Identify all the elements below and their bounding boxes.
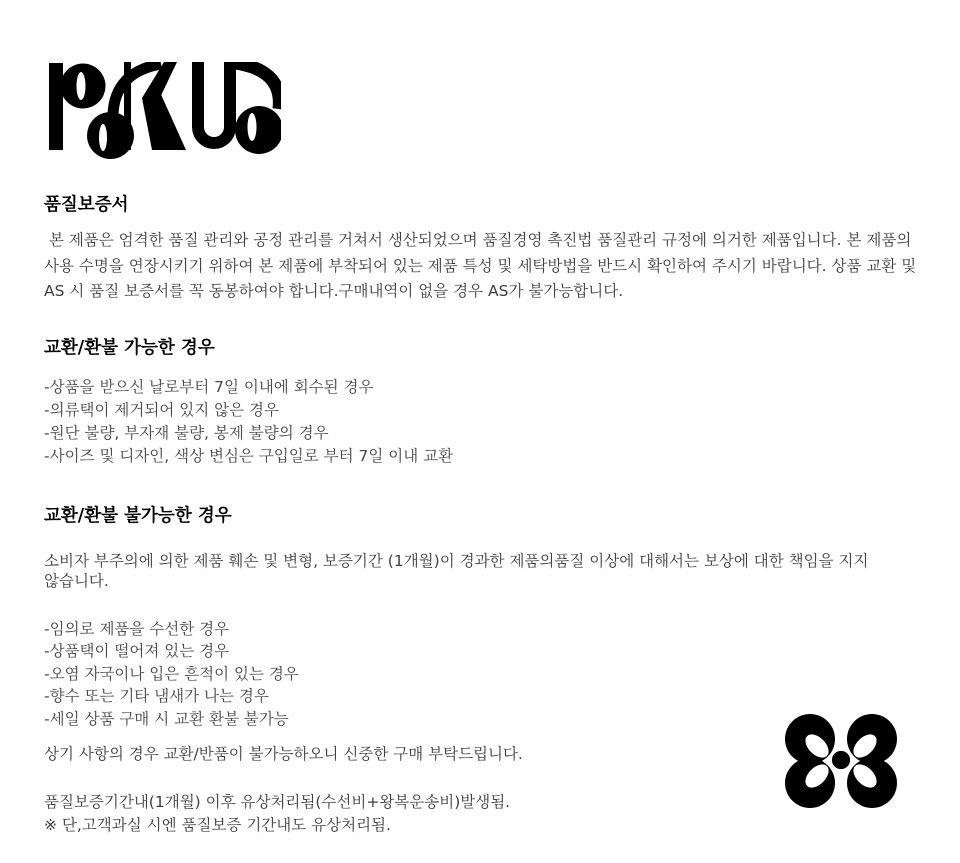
list-item: -상품을 받으신 날로부터 7일 이내에 회수된 경우 bbox=[44, 377, 374, 396]
fee-note-line: 품질보증기간내(1개월) 이후 유상처리됨(수선비+왕복운송비)발생됨. bbox=[44, 793, 511, 811]
butterfly-icon bbox=[783, 714, 899, 809]
exchange-possible-list bbox=[44, 376, 926, 468]
list-item: -세일 상품 구매 시 교환 환불 불가능 bbox=[44, 709, 289, 728]
closing-note: 상기 사항의 경우 교환/반품이 불가능하오니 신중한 구매 부탁드립니다. bbox=[44, 745, 523, 763]
list-item: -의류택이 제거되어 있지 않은 경우 bbox=[44, 400, 279, 419]
list-item: -상품택이 떨어져 있는 경우 bbox=[44, 642, 230, 660]
list-item: -사이즈 및 디자인, 색상 변심은 구입일로 부터 7일 이내 교환 bbox=[44, 446, 454, 465]
pakua-wordmark-icon bbox=[49, 62, 281, 159]
butterfly-mark bbox=[783, 714, 899, 809]
section-heading-exchange-impossible: 교환/환불 불가능한 경우 bbox=[44, 505, 232, 526]
page-title: 품질보증서 bbox=[44, 195, 129, 215]
intro-paragraph: 본 제품은 엄격한 품질 관리와 공정 관리를 거쳐서 생산되었으며 품질경영 촉진법 품질관리 규정에 의거한 제품입니다. 본 제품의 사용 수명을 연장시키기 위하여 본 제품에 부착되어 있는 제품 특성 및 세탁방법을 반드시 확인하여 주시기 바랍니다. 상품 교환 및 AS 시 품질 보증서를 꼭 동봉하여야 합니다.구매내역이 없을 경우 AS가 불가능합니다. bbox=[44, 231, 922, 300]
brand-logo bbox=[49, 62, 281, 159]
list-item: -원단 불량, 부자재 불량, 봉제 불량의 경우 bbox=[44, 423, 329, 442]
section-heading-exchange-possible: 교환/환불 가능한 경우 bbox=[44, 337, 215, 358]
exchange-impossible-intro: 소비자 부주의에 의한 제품 훼손 및 변형, 보증기간 (1개월)이 경과한 제품의품질 이상에 대해서는 보상에 대한 책임을 지지 않습니다. bbox=[44, 551, 869, 590]
fee-note-line: ※ 단,고객과실 시엔 품질보증 기간내도 유상처리됨. bbox=[44, 816, 391, 834]
list-item: -향수 또는 기타 냄새가 나는 경우 bbox=[44, 687, 269, 705]
list-item: -오염 자국이나 입은 흔적이 있는 경우 bbox=[44, 664, 299, 683]
list-item: -임의로 제품을 수선한 경우 bbox=[44, 619, 230, 638]
